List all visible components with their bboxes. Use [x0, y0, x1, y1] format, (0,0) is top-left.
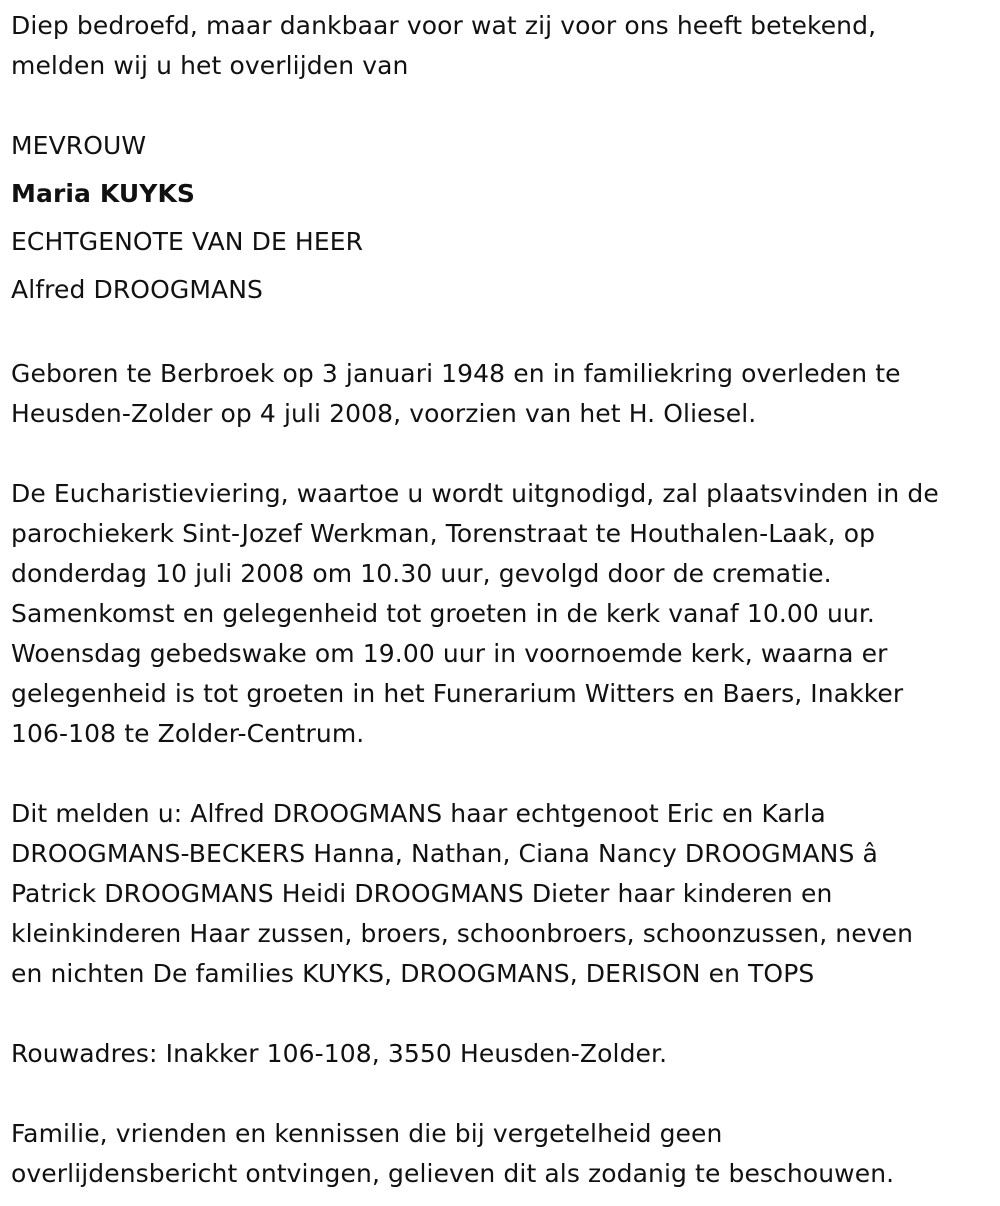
obituary-document — [11, 6, 991, 1194]
ceremony-paragraph: De Eucharistieviering, waartoe u wordt uitgnodigd, zal plaatsvinden in de parochiekerk Sint-Jozef Werkman, Torenstraat te Houthalen-Laak, op donderdag 10 juli 2008 om 10.30 uur, gevolgd door de crematie. Samenkomst en gelegenheid tot groeten in de kerk vanaf 10.00 uur. Woensdag gebedswake om 19.00 uur in voornoemde kerk, waarna er gelegenheid is tot groeten in het Funerarium Witters en Baers, Inakker 106-108 te Zolder-Centrum. — [11, 479, 939, 748]
spacer — [11, 314, 991, 354]
spacer — [11, 86, 991, 126]
mourning-address: Rouwadres: Inakker 106-108, 3550 Heusden-Zolder. — [11, 1039, 668, 1068]
spouse-name: Alfred DROOGMANS — [11, 275, 263, 304]
deceased-title: MEVROUW — [11, 131, 147, 160]
birth-death-paragraph: Geboren te Berbroek op 3 januari 1948 en in familiekring overleden te Heusden-Zolder op 4 juli 2008, voorzien van het H. Oliesel. — [11, 359, 901, 428]
intro-paragraph: Diep bedroefd, maar dankbaar voor wat zij voor ons heeft betekend, melden wij u het overlijden van — [11, 11, 877, 80]
deceased-name: Maria KUYKS — [11, 179, 196, 208]
spacer — [11, 754, 991, 794]
closing-paragraph: Familie, vrienden en kennissen die bij vergetelheid geen overlijdensbericht ontvingen, gelieven dit als zodanig te beschouwen. — [11, 1119, 895, 1188]
deceased-block — [11, 122, 991, 314]
deceased-relation: ECHTGENOTE VAN DE HEER — [11, 227, 364, 256]
spacer — [11, 434, 991, 474]
spacer — [11, 994, 991, 1034]
spacer — [11, 1074, 991, 1114]
announcers-paragraph: Dit melden u: Alfred DROOGMANS haar echtgenoot Eric en Karla DROOGMANS-BECKERS Hanna, Nathan, Ciana Nancy DROOGMANS â Patrick DROOGMANS Heidi DROOGMANS Dieter haar kinderen en kleinkinderen Haar zussen, broers, schoonbroers, schoonzussen, neven en nichten De families KUYKS, DROOGMANS, DERISON en TOPS — [11, 799, 914, 988]
